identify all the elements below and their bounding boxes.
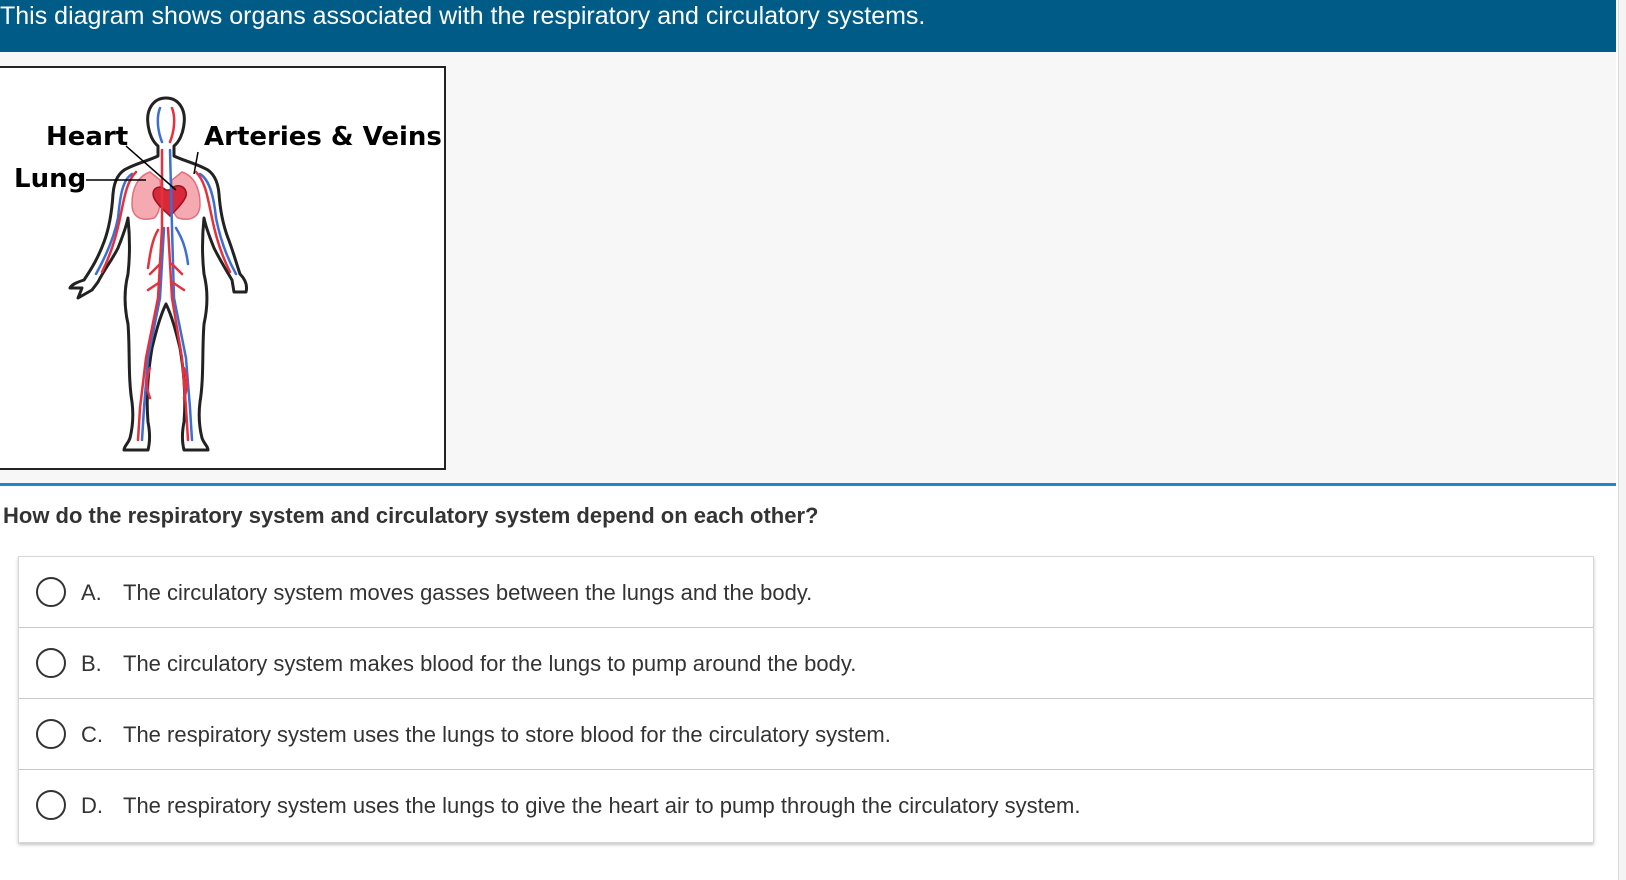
stimulus-banner xyxy=(0,0,1616,52)
heart-label: Heart xyxy=(46,122,129,152)
lung-label: Lung xyxy=(14,164,87,194)
stimulus-area xyxy=(0,52,1616,486)
choice-d[interactable] xyxy=(19,770,1593,842)
choice-text: The circulatory system makes blood for the lungs to pump around the body. xyxy=(123,651,857,676)
stimulus-caption: This diagram shows organs associated with the respiratory and circulatory systems. xyxy=(0,2,926,30)
choice-letter: A. xyxy=(81,580,102,605)
body-diagram-figure xyxy=(0,66,446,470)
question-prompt: How do the respiratory system and circulatory system depend on each other? xyxy=(3,503,819,528)
choice-c[interactable] xyxy=(19,699,1593,770)
radio-button-icon[interactable] xyxy=(36,577,66,607)
answer-choices xyxy=(18,556,1594,843)
radio-button-icon[interactable] xyxy=(36,790,66,820)
choice-letter: C. xyxy=(81,722,103,747)
choice-b[interactable] xyxy=(19,628,1593,699)
choice-text: The circulatory system moves gasses between the lungs and the body. xyxy=(123,580,813,605)
radio-button-icon[interactable] xyxy=(36,648,66,678)
radio-button-icon[interactable] xyxy=(36,719,66,749)
page-right-edge xyxy=(1618,0,1626,880)
choice-letter: D. xyxy=(81,793,103,818)
choice-text: The respiratory system uses the lungs to store blood for the circulatory system. xyxy=(123,722,891,747)
choice-a[interactable] xyxy=(19,557,1593,628)
arteries-veins-label: Arteries & Veins xyxy=(204,122,442,152)
choice-text: The respiratory system uses the lungs to give the heart air to pump through the circulatory system. xyxy=(123,793,1081,818)
choice-letter: B. xyxy=(81,651,102,676)
